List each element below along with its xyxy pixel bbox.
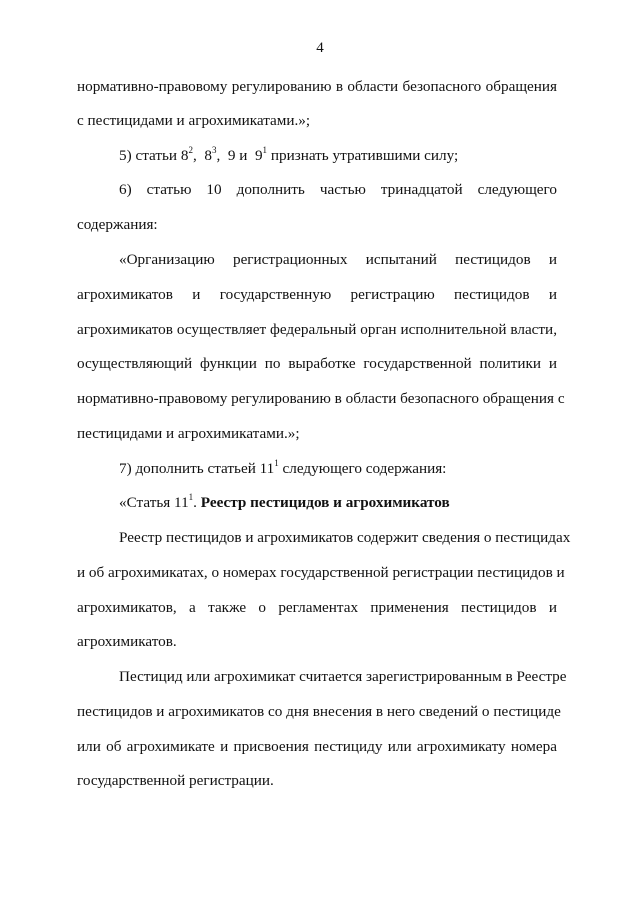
text-line: и об агрохимикатах, о номерах государственной регистрации пестицидов и — [77, 564, 565, 581]
text-fragment: признать утратившими силу; — [267, 147, 459, 164]
text-fragment: , 9 и 9 — [216, 147, 263, 164]
superscript: 1 — [188, 491, 194, 502]
text-line: содержания: — [77, 216, 158, 233]
text-line: Реестр пестицидов и агрохимикатов содержит сведения о пестицидах — [119, 529, 571, 546]
list-item-7 — [119, 457, 557, 478]
text-fragment: «Статья 11 — [119, 494, 189, 511]
text-fragment: . — [193, 494, 201, 511]
text-line: осуществляющий функции по выработке государственной политики и — [77, 355, 557, 372]
text-line: агрохимикатов осуществляет федеральный орган исполнительной власти, — [77, 321, 557, 338]
text-line: агрохимикатов. — [77, 633, 177, 650]
list-item-5 — [119, 144, 557, 165]
text-line: агрохимикатов и государственную регистрацию пестицидов и — [77, 286, 557, 303]
text-line: агрохимикатов, а также о регламентах применения пестицидов и — [77, 599, 557, 616]
superscript: 1 — [274, 457, 279, 468]
superscript: 2 — [188, 144, 193, 155]
list-item-6: 6) статью 10 дополнить частью тринадцатой следующего — [119, 181, 557, 198]
text-line: «Организацию регистрационных испытаний пестицидов и — [119, 251, 557, 268]
text-line: пестицидами и агрохимикатами.»; — [77, 425, 300, 442]
article-title: Реестр пестицидов и агрохимикатов — [200, 494, 450, 511]
article-heading — [119, 491, 557, 512]
text-fragment: 7) дополнить статьей 11 — [119, 460, 275, 477]
superscript: 3 — [211, 144, 217, 155]
text-line: с пестицидами и агрохимикатами.»; — [77, 112, 311, 129]
text-line: нормативно-правовому регулированию в области безопасного обращения — [77, 78, 557, 95]
page-number: 4 — [316, 40, 324, 56]
text-line: пестицидов и агрохимикатов со дня внесения в него сведений о пестициде — [77, 703, 561, 720]
text-fragment: , 8 — [192, 147, 212, 164]
text-line: государственной регистрации. — [77, 772, 274, 789]
text-fragment: 5) статьи 8 — [119, 147, 189, 164]
superscript: 1 — [262, 144, 268, 155]
text-line: Пестицид или агрохимикат считается зарегистрированным в Реестре — [119, 668, 567, 685]
text-line: нормативно-правовому регулированию в области безопасного обращения с — [77, 390, 565, 407]
text-fragment: следующего содержания: — [278, 460, 447, 477]
text-line: или об агрохимикате и присвоения пестициду или агрохимикату номера — [77, 738, 557, 755]
